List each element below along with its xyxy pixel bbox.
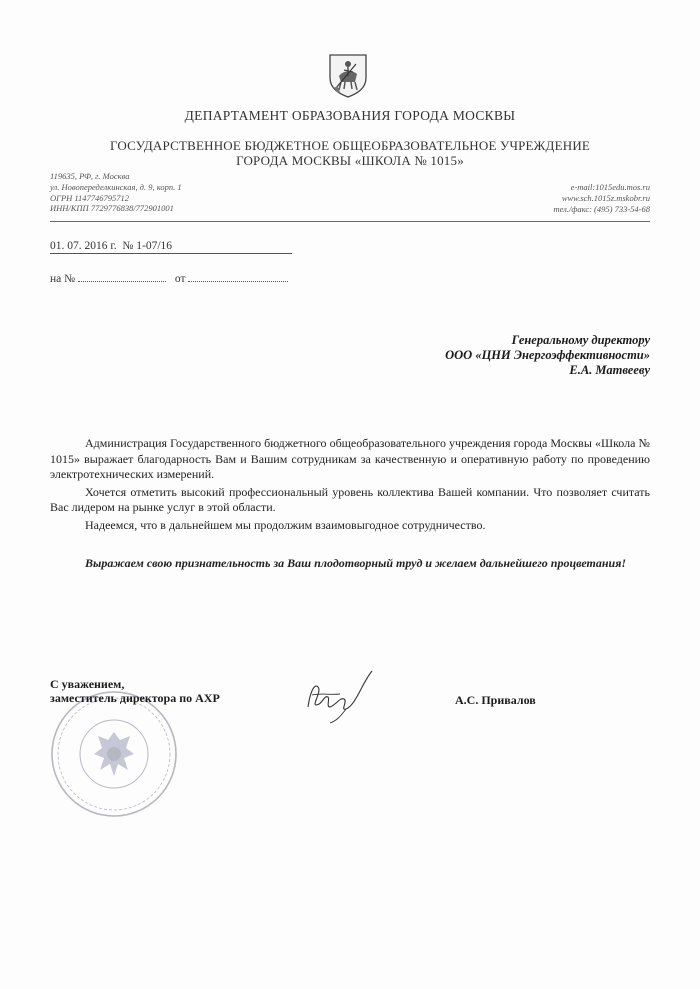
address-block-left [50, 171, 182, 214]
email: e-mail:1015edu.mos.ru [570, 182, 650, 192]
website: www.sch.1015z.mskobr.ru [561, 192, 650, 203]
from-date-blank [188, 271, 288, 282]
signatory-position: заместитель директора по АХР [50, 690, 220, 705]
from-label: от [174, 273, 186, 285]
signatory-block [50, 678, 220, 705]
in-reply-number-blank [78, 271, 166, 282]
document-number: 1-07/16 [136, 240, 173, 252]
postal-address: 119635, РФ, г. Москва [50, 171, 130, 181]
official-seal-icon [48, 688, 180, 820]
ogrn: ОГРН 1147746795712 [50, 192, 130, 203]
in-reply-label: на № [50, 273, 76, 285]
phone-fax: тел./факс: (495) 733-54-68 [553, 203, 650, 214]
addressee-company: ООО «ЦНИ Энергоэффективности» [445, 348, 650, 362]
paragraph: Администрация Государственного бюджетного общеобразовательного учреждения города Москвы «Школа № 1015» выражает благодарность Вам и Вашим сотрудникам за качественную и оперативную работу по проведению электротехнических измерений. [50, 436, 650, 481]
contact-block-right [553, 182, 650, 214]
addressee-name: Е.А. Матвееву [569, 363, 650, 377]
street-address: ул. Новопеределкинская, д. 9, корп. 1 [50, 181, 182, 192]
signatory-name: А.С. Привалов [455, 693, 536, 707]
regards: С уважением, [50, 677, 125, 691]
header-divider [50, 221, 650, 222]
outgoing-reference [50, 240, 292, 254]
incoming-reference [50, 271, 288, 285]
closing-statement: Выражаем свою признательность за Ваш плодотворный труд и желаем дальнейшего процветания! [85, 556, 627, 570]
department-name: ДЕПАРТАМЕНТ ОБРАЗОВАНИЯ ГОРОДА МОСКВЫ [184, 108, 516, 123]
inn-kpp: ИНН/КПП 7729776838/772901001 [50, 203, 174, 214]
moscow-coat-of-arms-icon [326, 52, 370, 98]
number-label: № [122, 240, 134, 252]
addressee-block [445, 333, 650, 378]
document-date: 01. 07. 2016 г. [50, 240, 117, 252]
paragraph: Хочется отметить высокий профессиональный уровень коллектива Вашей компании. Что позволяет считать Вас лидером на рынке услуг в этой области. [50, 484, 650, 514]
addressee-position: Генеральному директору [511, 333, 650, 347]
organization-name-line-2: ГОРОДА МОСКВЫ «ШКОЛА № 1015» [236, 153, 464, 168]
paragraph: Надеемся, что в дальнейшем мы продолжим взаимовыгодное сотрудничество. [85, 517, 486, 532]
letter-body [50, 436, 650, 533]
handwritten-signature-icon [300, 665, 380, 725]
organization-name-line-1: ГОСУДАРСТВЕННОЕ БЮДЖЕТНОЕ ОБЩЕОБРАЗОВАТЕЛЬНОЕ УЧРЕЖДЕНИЕ [109, 138, 591, 153]
